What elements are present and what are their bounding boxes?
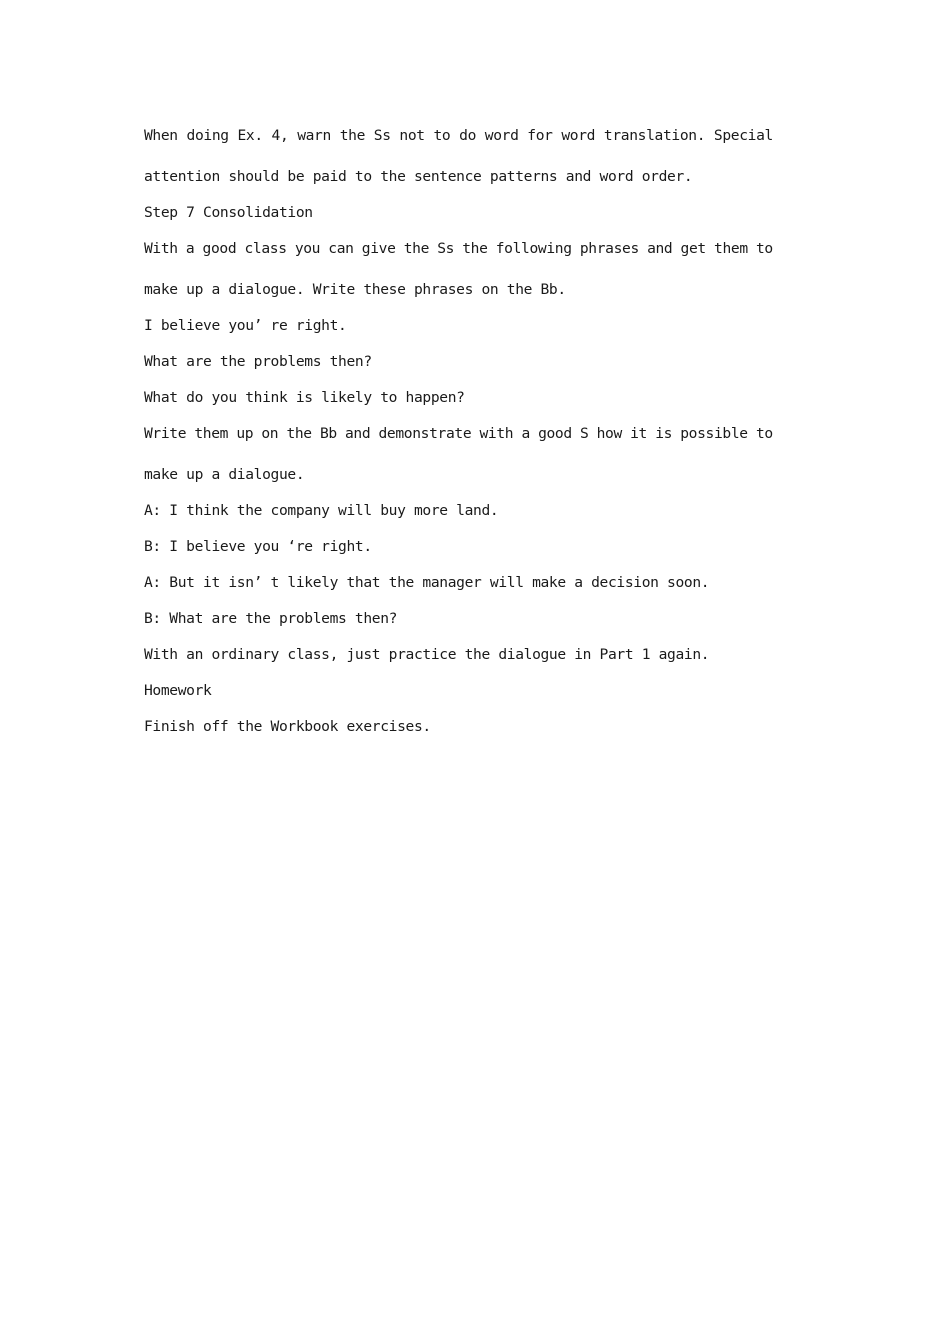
paragraph-demonstrate-line-1 [144,424,773,444]
paragraph-good-class-line-1 [144,239,773,259]
word: good [202,240,237,257]
word: give [361,240,396,257]
word: a [521,425,530,442]
dialogue-line: B: I believe you ‘re right. [144,538,372,555]
homework-text: Finish off the Workbook exercises. [144,718,431,735]
paragraph-good-class-line-2: make up a dialogue. Write these phrases on the Bb. [144,281,566,298]
word: word [561,127,596,144]
dialogue-line: B: What are the problems then? [144,610,398,627]
word: the [403,240,430,257]
word: 4, [271,127,289,144]
dialogue-line: A: I think the company will buy more land. [144,502,499,519]
word: Write [144,425,187,442]
word: it [630,425,647,442]
word: warn [297,127,331,144]
word: and [345,425,371,442]
word: to [433,127,451,144]
word: them [194,425,229,442]
word: phrases [579,240,639,257]
word: and [647,240,673,257]
word: S [580,425,589,442]
paragraph-ex4-line-2: attention should be paid to the sentence patterns and word order. [144,168,693,185]
word: class [244,240,287,257]
word: them [714,240,748,257]
word: for [527,127,553,144]
word: do [459,127,477,144]
word: the [286,425,312,442]
word: to [755,425,773,442]
word: not [399,127,425,144]
word: is [655,425,673,442]
word: With [144,240,178,257]
step-heading: Step 7 Consolidation [144,204,313,221]
word: Special [713,127,773,144]
paragraph-demonstrate-line-2: make up a dialogue. [144,466,305,483]
phrase-item: What do you think is likely to happen? [144,389,465,406]
word: on [261,425,279,442]
paragraph-ex4-line-1 [144,126,773,146]
word: can [328,240,354,257]
word: Ss [437,240,455,257]
word: possible [680,425,748,442]
word: translation. [603,127,706,144]
word: get [680,240,706,257]
word: following [495,240,572,257]
paragraph-ordinary-class: With an ordinary class, just practice the dialogue in Part 1 again. [144,646,710,663]
word: a [185,240,195,257]
word: up [236,425,254,442]
phrase-item: I believe you’ re right. [144,317,347,334]
word: When [144,127,178,144]
word: word [484,127,519,144]
word: the [339,127,366,144]
word: to [755,240,773,257]
word: doing [186,127,229,144]
homework-heading: Homework [144,682,212,699]
document-body [144,126,784,753]
word: Ss [373,127,391,144]
word: with [479,425,514,442]
word: Ex. [237,127,263,144]
word: you [294,240,321,257]
word: good [538,425,572,442]
word: the [462,240,488,257]
word: demonstrate [378,425,472,442]
dialogue-line: A: But it isn’ t likely that the manager will make a decision soon. [144,574,710,591]
word: Bb [319,425,337,442]
word: how [596,425,622,442]
phrase-item: What are the problems then? [144,353,372,370]
